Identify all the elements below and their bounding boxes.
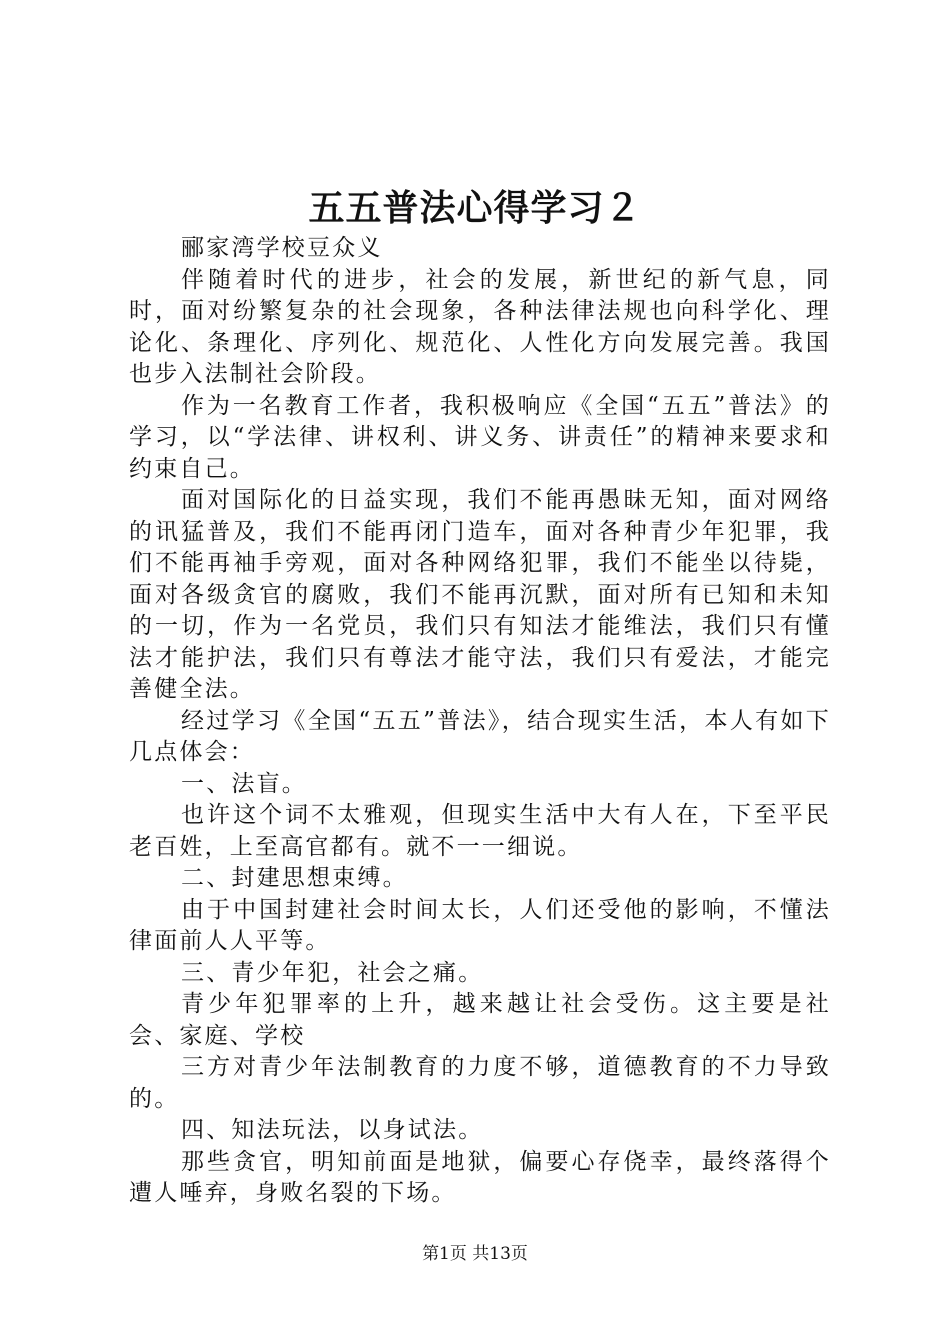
paragraph-section-3b: 三方对青少年法制教育的力度不够，道德教育的不力导致的。: [129, 1054, 831, 1112]
paragraph-teacher: 作为一名教育工作者，我积极响应《全国“五五”普法》的学习，以“学法律、讲权利、讲义务、讲责任”的精神来要求和约束自己。: [129, 392, 831, 482]
section-heading-2: 二、封建思想束缚。: [181, 865, 408, 891]
paragraph-section-4: 那些贪官，明知前面是地狱，偏要心存侥幸，最终落得个遭人唾弃，身败名裂的下场。: [129, 1148, 831, 1206]
section-heading-1: 一、法盲。: [181, 770, 307, 797]
document-body: [129, 233, 831, 1210]
section-heading-4: 四、知法玩法，以身试法。: [181, 1117, 484, 1143]
paragraph-section-3a: 青少年犯罪率的上升，越来越让社会受伤。这主要是社会、家庭、学校: [129, 991, 831, 1049]
paragraph-section-1: 也许这个词不太雅观，但现实生活中大有人在，下至平民老百姓，上至高官都有。就不一一细说。: [129, 802, 831, 860]
paragraph-experience: 经过学习《全国“五五”普法》，结合现实生活，本人有如下几点体会：: [129, 707, 831, 765]
author-line: 郦家湾学校豆众义: [181, 235, 383, 261]
paragraph-intro: 伴随着时代的进步，社会的发展，新世纪的新气息，同时，面对纷繁复杂的社会现象，各种法律法规也向科学化、理论化、条理化、序列化、规范化、人性化方向发展完善。我国也步入法制社会阶段。: [129, 266, 831, 387]
section-heading-3: 三、青少年犯，社会之痛。: [181, 959, 484, 986]
page-number-footer: 第1页 共13页: [422, 1244, 528, 1264]
paragraph-facing: 面对国际化的日益实现，我们不能再愚昧无知，面对网络的讯猛普及，我们不能再闭门造车，面对各种青少年犯罪，我们不能再袖手旁观，面对各种网络犯罪，我们不能坐以待毙，面对各级贪官的腐败，我们不能再沉默，面对所有已知和未知的一切，作为一名党员，我们只有知法才能维法，我们只有懂法才能护法，我们只有尊法才能守法，我们只有爱法，才能完善健全法。: [129, 487, 831, 702]
paragraph-section-2: 由于中国封建社会时间太长，人们还受他的影响，不懂法律面前人人平等。: [129, 896, 831, 954]
document-title: 五五普法心得学习２: [308, 187, 642, 229]
